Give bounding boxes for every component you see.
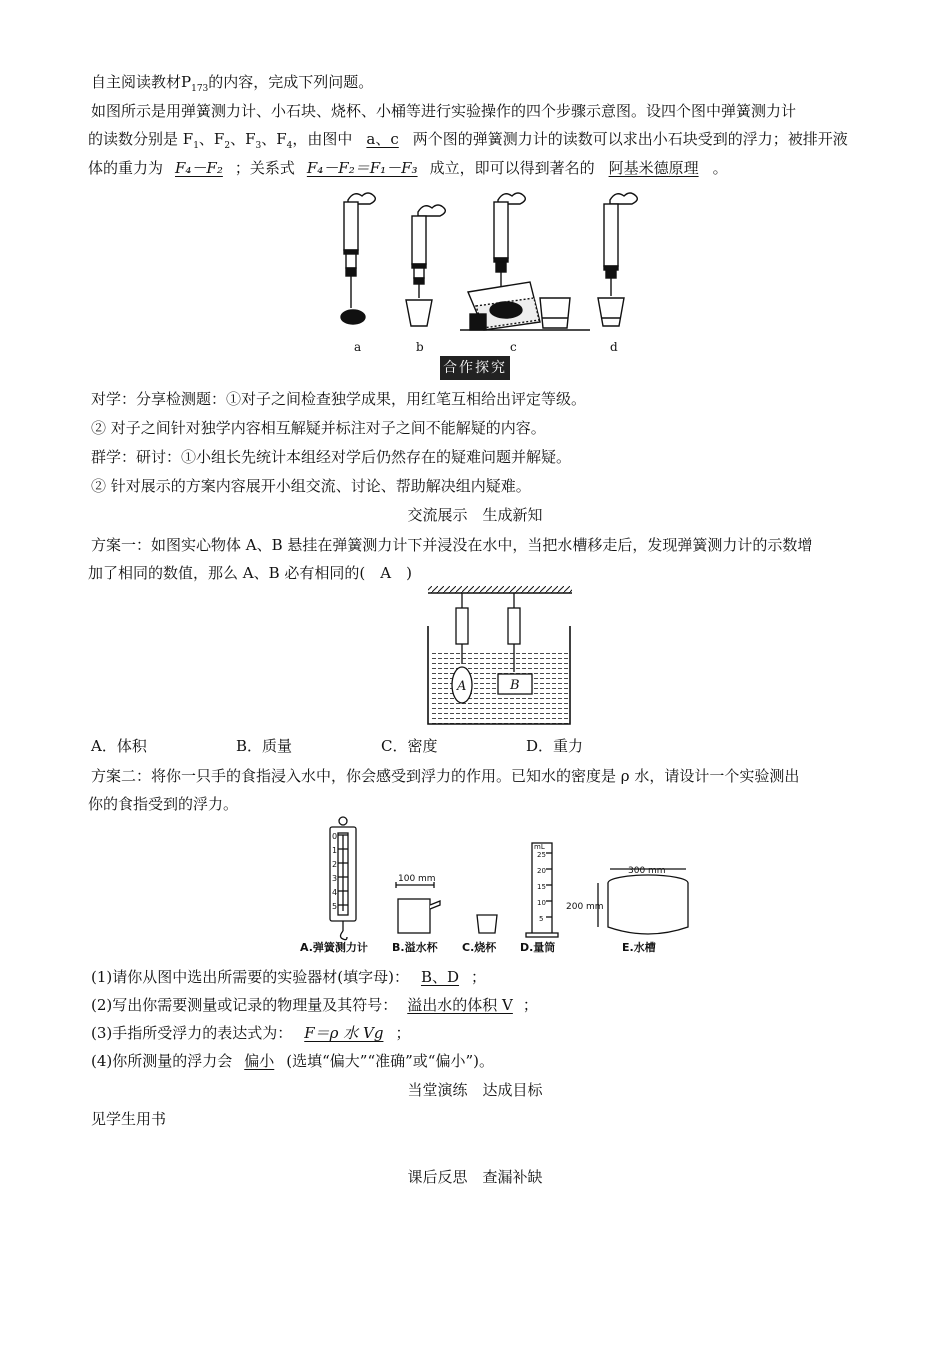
- see-student-book: 见学生用书: [91, 1110, 167, 1128]
- answer-relation: F₄－F₂＝F₁－F₃: [306, 159, 418, 177]
- scale-c: [460, 193, 590, 330]
- answer-q1: B、D: [420, 968, 460, 986]
- para2-line2: 的读数分别是 $F_1$、$F_2$、$F_3$、$F_4$，由图中 a、c 两个图的弹簧测力计的读数可以求出小石块受到的浮力；被排开液: [88, 130, 848, 151]
- option-c: C．密度: [381, 737, 438, 755]
- caption-d: D.量筒: [520, 941, 556, 954]
- object-a-label: A: [457, 679, 467, 694]
- answer-q4: 偏小: [244, 1052, 275, 1070]
- svg-text:1: 1: [332, 846, 338, 855]
- answer-q2: 溢出水的体积 V: [407, 996, 513, 1014]
- section-heading-practice: 当堂演练 达成目标: [407, 1081, 543, 1099]
- question-1: (1)请你从图中选出所需要的实验器材(填字母)： B、D ；: [91, 968, 487, 986]
- pair-study-line: 对学：分享检测题：①对子之间检查独学成果，用红笔互相给出评定等级。: [91, 390, 587, 408]
- apparatus-beaker: [477, 915, 497, 933]
- fig1-label-a: a: [354, 340, 362, 354]
- answer-f4-f2: F₄－F₂: [175, 159, 223, 177]
- figure-tank-ab: [420, 586, 580, 728]
- group-study-line: 群学：研讨：①小组长先统计本组经对学后仍然存在的疑难问题并解疑。: [91, 448, 572, 466]
- svg-text:2: 2: [332, 860, 338, 869]
- svg-text:20: 20: [537, 867, 546, 875]
- section-heading-reflection: 课后反思 查漏补缺: [407, 1168, 543, 1186]
- option-d: D．重力: [526, 737, 584, 755]
- section-heading-exchange: 交流展示 生成新知: [407, 506, 543, 524]
- svg-text:4: 4: [332, 888, 338, 897]
- plan1-line2: 加了相同的数值，那么 A、B 必有相同的( A ): [88, 564, 412, 582]
- options-row: [91, 735, 671, 757]
- option-a: A．体积: [91, 737, 147, 755]
- cup-dim: 100 mm: [398, 874, 436, 884]
- apparatus-overflow-cup: [396, 882, 440, 933]
- question-4: (4)你所测量的浮力会 偏小 (选填“偏大”“准确”或“偏小”)。: [91, 1052, 494, 1070]
- scale-b: [406, 205, 445, 326]
- svg-text:5: 5: [332, 902, 338, 911]
- plan2-line1: 方案二：将你一只手的食指浸入水中，你会感受到浮力的作用。已知水的密度是 ρ 水，请设计一个实验测出: [91, 767, 800, 785]
- option-b: B．质量: [236, 737, 293, 755]
- svg-text:5: 5: [539, 915, 544, 923]
- tank-height: 200 mm: [566, 902, 604, 912]
- figure-apparatus: [296, 815, 696, 957]
- caption-c: C.烧杯: [462, 941, 497, 954]
- svg-text:10: 10: [537, 899, 546, 907]
- para2-line1: 如图所示是用弹簧测力计、小石块、烧杯、小桶等进行实验操作的四个步骤示意图。设四个图中弹簧测力计: [91, 102, 797, 120]
- question-3: (3)手指所受浮力的表达式为： F＝ρ 水 Vg ；: [91, 1024, 411, 1042]
- svg-text:3: 3: [332, 874, 338, 883]
- caption-b: B.溢水杯: [392, 941, 438, 954]
- plan1-line1: 方案一：如图实心物体 A、B 悬挂在弹簧测力计下并浸没在水中，当把水槽移走后，发现弹簧测力计的示数增: [91, 536, 813, 554]
- caption-a: A.弹簧测力计: [300, 941, 368, 954]
- plan2-line2: 你的食指受到的浮力。: [88, 795, 239, 813]
- object-b-label: B: [510, 678, 520, 693]
- svg-text:0: 0: [332, 832, 338, 841]
- answer-ac: a、c: [366, 130, 399, 148]
- scale-d: [598, 193, 637, 326]
- apparatus-tank: [598, 869, 688, 934]
- pair-study-line-2: ② 对子之间针对独学内容相互解疑并标注对子之间不能解疑的内容。: [91, 419, 546, 437]
- question-2: (2)写出你需要测量或记录的物理量及其符号： 溢出水的体积 V ；: [91, 996, 538, 1014]
- para2-line3: 体的重力为 F₄－F₂ ；关系式 F₄－F₂＝F₁－F₃ 成立，即可以得到著名的 阿基米德原理 。: [88, 159, 728, 177]
- figure-spring-scale-steps: [320, 188, 650, 360]
- answer-q3: F＝ρ 水 Vg: [304, 1024, 384, 1042]
- intro-line: 自主阅读教材$P_{173}$的内容，完成下列问题。: [91, 73, 374, 94]
- svg-text:25: 25: [537, 851, 546, 859]
- fig1-label-b: b: [416, 340, 424, 354]
- svg-text:15: 15: [537, 883, 546, 891]
- tank-width: 300 mm: [628, 866, 666, 876]
- fig1-label-d: d: [610, 340, 618, 354]
- cooperation-badge: 合作探究: [440, 356, 510, 380]
- group-study-line-2: ② 针对展示的方案内容展开小组交流、讨论、帮助解决组内疑难。: [91, 477, 531, 495]
- caption-e: E.水槽: [622, 941, 656, 954]
- answer-archimedes: 阿基米德原理: [608, 159, 699, 177]
- svg-text:mL: mL: [534, 843, 545, 851]
- fig1-label-c: c: [510, 340, 517, 354]
- scale-a: [341, 193, 375, 324]
